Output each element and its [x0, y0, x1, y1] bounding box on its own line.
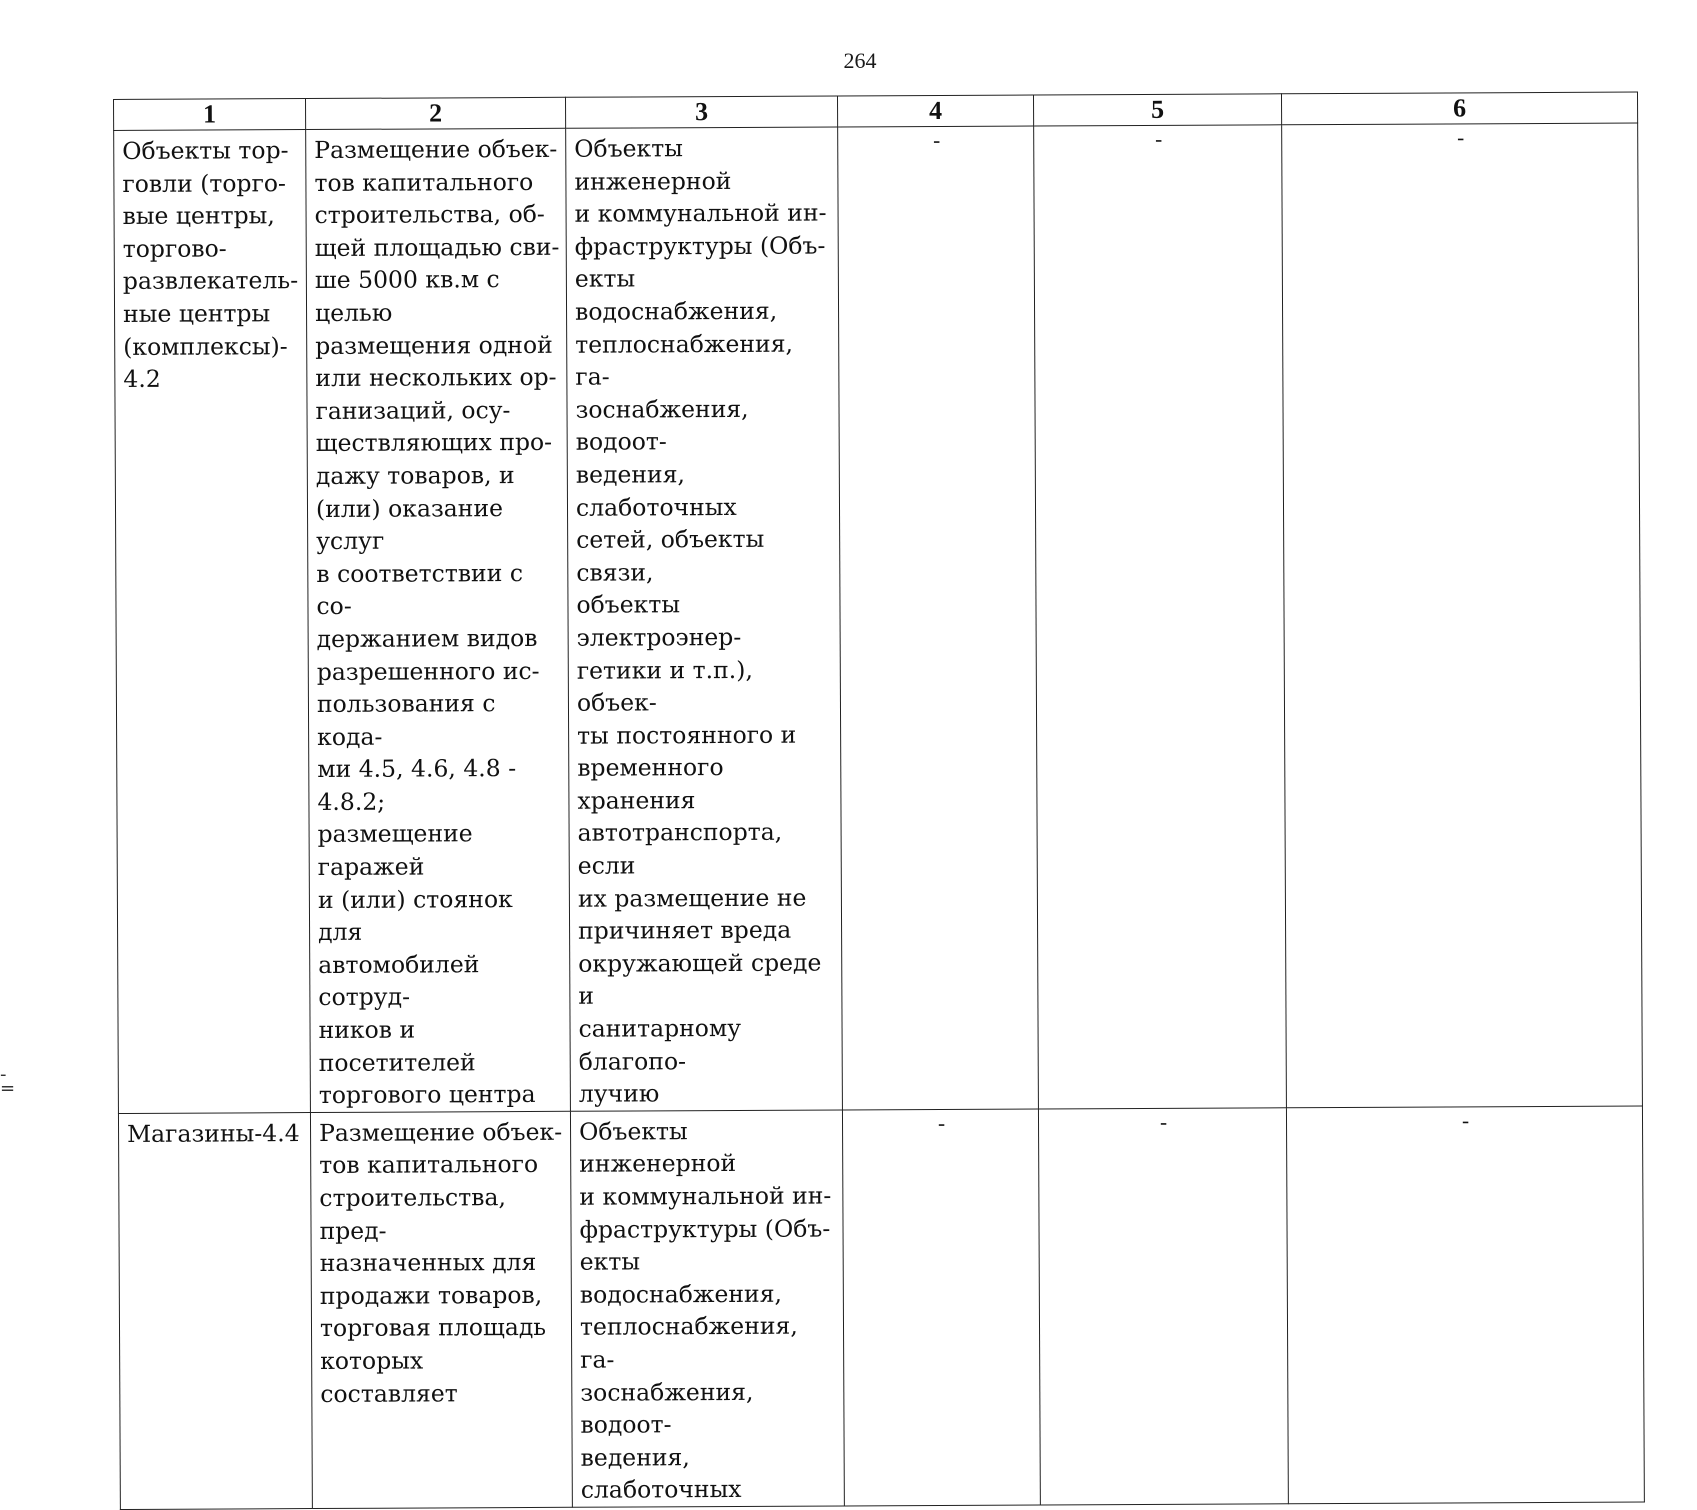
regulations-table-container	[113, 92, 1644, 1510]
table-cell-col4: -	[842, 1109, 1040, 1506]
table-cell-col5: -	[1034, 125, 1287, 1109]
column-header-1: 1	[114, 99, 306, 131]
table-cell-auxiliary-objects: Объекты инженерной и коммунальной ин- фраструктуры (Объ- екты водоснабжения, теплоснабжения, га- зоснабжения, водоот- ведения, слаботочных	[570, 1110, 844, 1507]
page-number: 264	[843, 48, 877, 73]
column-header-3: 3	[565, 96, 837, 128]
table-cell-use-type: Магазины-4.4	[118, 1112, 312, 1509]
regulations-table	[113, 92, 1645, 1510]
table-cell-description: Размещение объек- тов капитального строительства, об- щей площадью сви- ше 5000 кв.м с целью размещения одной или нескольких ор- ганизаций, осу- ществляющих про- дажу товаров, и (или) оказание услуг в соответствии с со- держанием видов разрешенного ис- пользования с кода- ми 4.5, 4.6, 4.8 - 4.8.2; размещение гаражей и (или) стоянок для автомобилей сотруд- ников и посетителей торгового центра	[306, 128, 571, 1112]
scan-edge-mark: - =	[0, 1064, 16, 1099]
table-cell-description: Размещение объек- тов капитального строительства, пред- назначенных для продажи товаров, торговая площадь которых составляет	[310, 1111, 572, 1508]
table-cell-col6: -	[1286, 1106, 1644, 1504]
table-cell-col4: -	[838, 126, 1039, 1110]
table-cell-col5: -	[1038, 1108, 1288, 1505]
column-header-4: 4	[837, 95, 1033, 127]
column-header-2: 2	[306, 97, 566, 129]
table-cell-auxiliary-objects: Объекты инженерной и коммунальной ин- фраструктуры (Объ- екты водоснабжения, теплоснабжения, га- зоснабжения, водоот- ведения, слаботочных сетей, объекты связи, объекты электроэнер- гетики и т.п.), объек- ты постоянного и временного хранения автотранспорта, если их размещение не причиняет вреда окружающей среде и санитарному благопо- лучию	[566, 127, 843, 1111]
column-header-5: 5	[1033, 94, 1281, 126]
table-row	[114, 123, 1643, 1113]
column-header-6: 6	[1281, 92, 1637, 125]
table-row	[118, 1106, 1644, 1510]
table-cell-col6: -	[1282, 123, 1643, 1108]
table-cell-use-type: Объекты тор- говли (торго- вые центры, торгово- развлекатель- ные центры (комплексы)- 4.2	[114, 130, 311, 1114]
